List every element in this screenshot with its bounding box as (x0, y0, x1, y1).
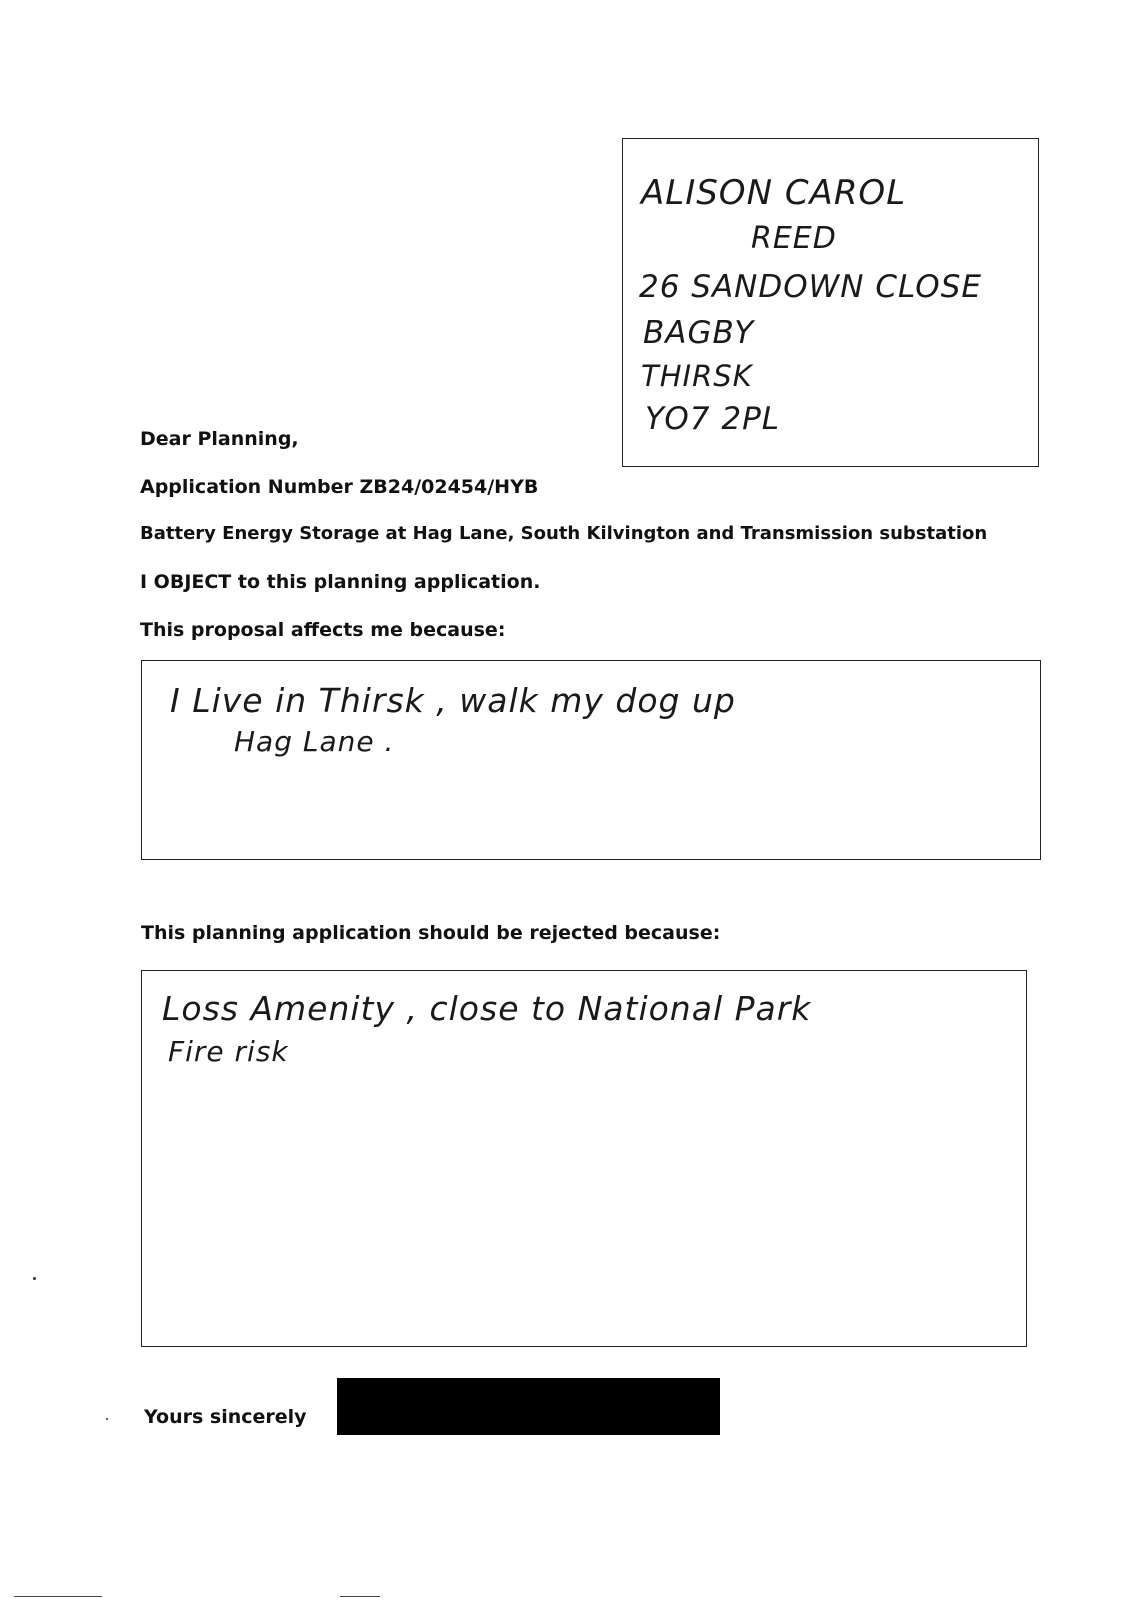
rejected-heading: This planning application should be rejected because: (141, 922, 721, 944)
rejected-text-line2: Fire risk (168, 1035, 289, 1068)
affects-box (141, 660, 1041, 860)
project-title: Battery Energy Storage at Hag Lane, South Kilvington and Transmission substation (140, 523, 988, 544)
objection-statement: I OBJECT to this planning application. (140, 571, 541, 593)
greeting: Dear Planning, (140, 428, 299, 450)
address-village-line: BAGBY (643, 315, 755, 351)
affects-text-line1: I Live in Thirsk , walk my dog up (170, 681, 736, 720)
scan-speck (33, 1277, 36, 1280)
address-surname-line: REED (751, 221, 837, 256)
scan-edge-mark (14, 1596, 102, 1597)
address-name-line: ALISON CAROL (641, 173, 907, 213)
address-town-line: THIRSK (641, 359, 753, 393)
address-box (622, 138, 1039, 467)
rejected-box (141, 970, 1027, 1347)
scan-speck (106, 1418, 108, 1420)
application-number: Application Number ZB24/02454/HYB (140, 476, 539, 498)
scan-edge-mark (340, 1596, 380, 1597)
sign-off: Yours sincerely (144, 1406, 307, 1428)
address-postcode-line: YO7 2PL (645, 401, 781, 437)
rejected-text-line1: Loss Amenity , close to National Park (162, 989, 812, 1028)
affects-text-line2: Hag Lane . (234, 725, 395, 758)
redacted-signature (337, 1378, 720, 1435)
address-street-line: 26 SANDOWN CLOSE (639, 269, 982, 305)
affects-heading: This proposal affects me because: (140, 619, 506, 641)
